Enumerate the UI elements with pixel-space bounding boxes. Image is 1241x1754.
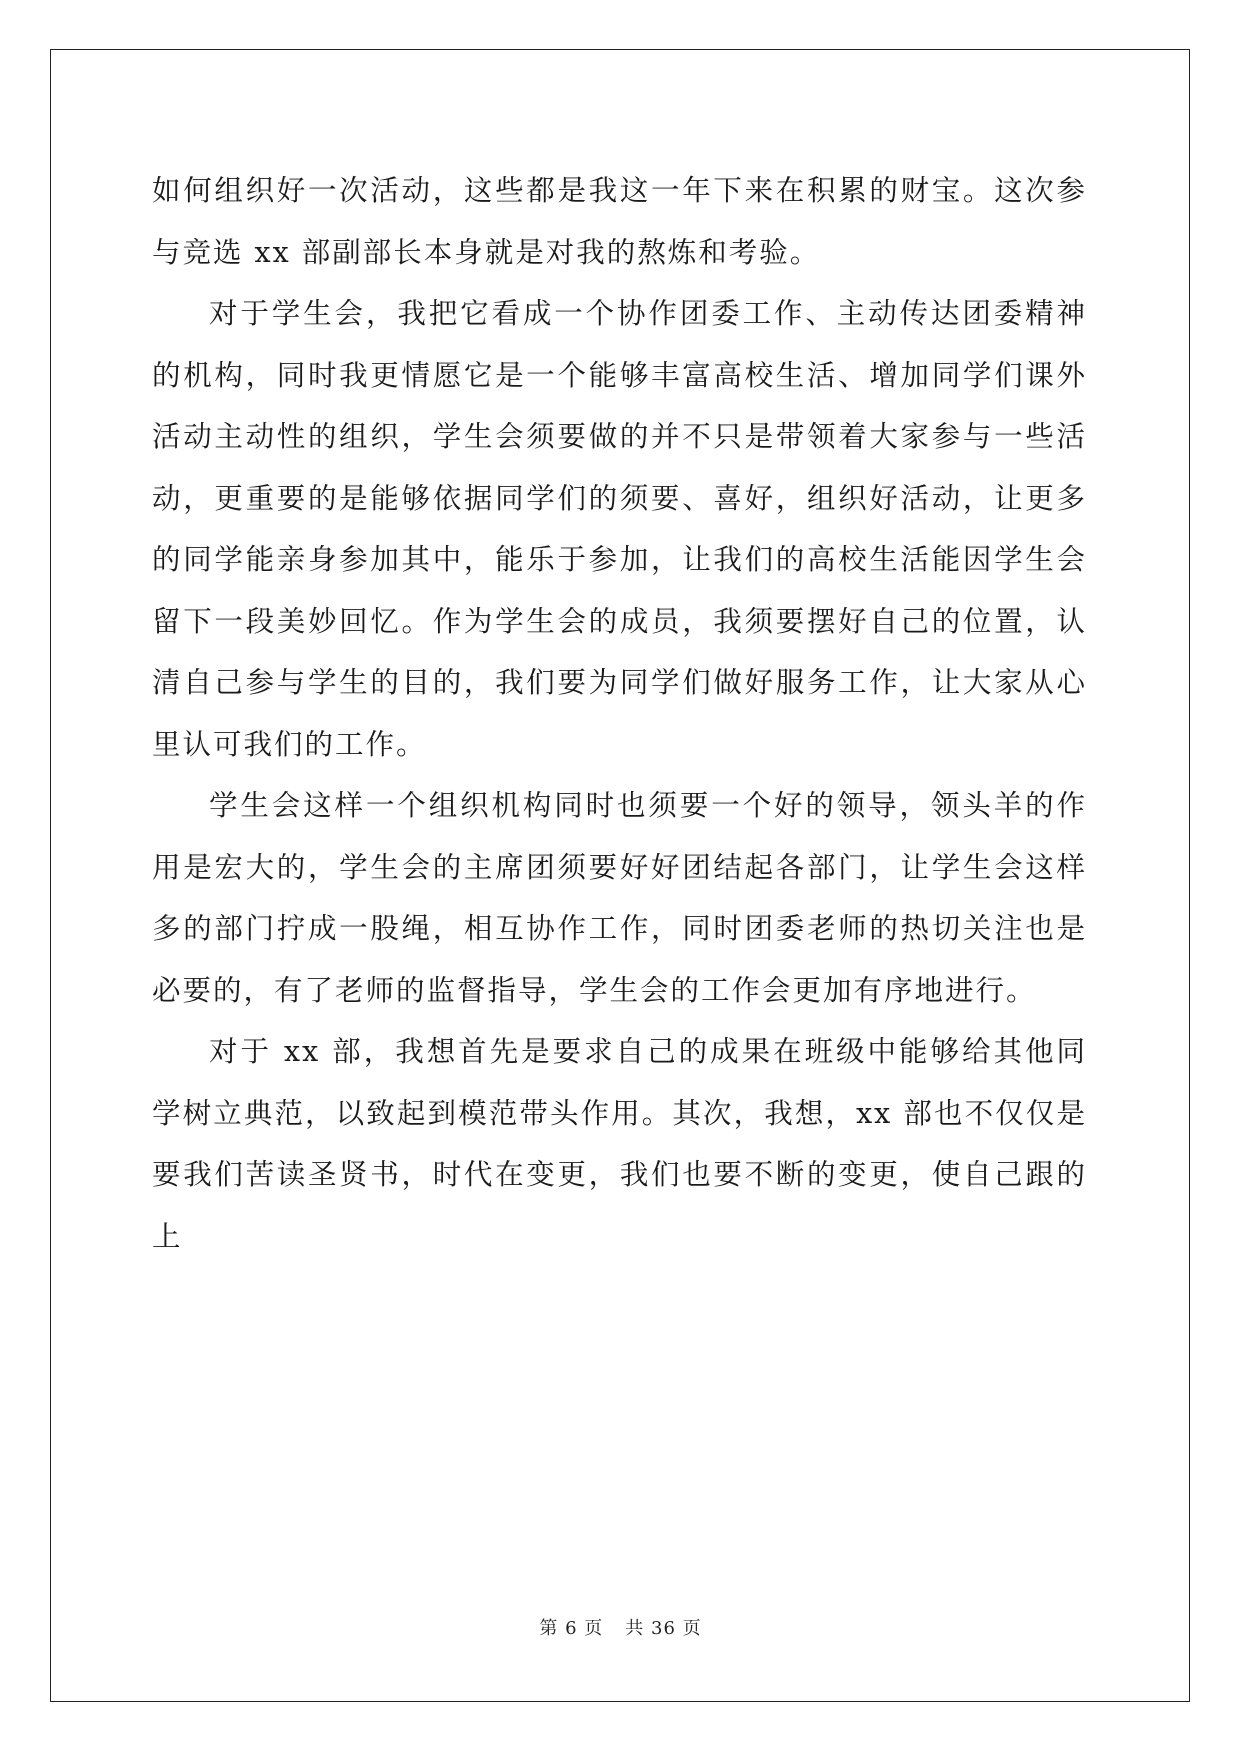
paragraph-4: 对于 xx 部，我想首先是要求自己的成果在班级中能够给其他同学树立典范，以致起到模范带头作用。其次，我想，xx 部也不仅仅是要我们苦读圣贤书，时代在变更，我们也要不断的变更，使自己跟的上 xyxy=(152,1035,1087,1253)
paragraph-1: 如何组织好一次活动，这些都是我这一年下来在积累的财宝。这次参与竞选 xx 部副部长本身就是对我的熬炼和考验。 xyxy=(152,174,1087,269)
page-footer xyxy=(0,1614,1241,1640)
paragraph-2: 对于学生会，我把它看成一个协作团委工作、主动传达团委精神的机构，同时我更情愿它是一个能够丰富高校生活、增加同学们课外活动主动性的组织，学生会须要做的并不只是带领着大家参与一些活动，更重要的是能够依据同学们的须要、喜好，组织好活动，让更多的同学能亲身参加其中，能乐于参加，让我们的高校生活能因学生会留下一段美妙回忆。作为学生会的成员，我须要摆好自己的位置，认清自己参与学生的目的，我们要为同学们做好服务工作，让大家从心里认可我们的工作。 xyxy=(152,297,1087,761)
document-body xyxy=(152,160,1087,1267)
page-number: 第 6 页 xyxy=(539,1618,604,1639)
page-total: 共 36 页 xyxy=(625,1618,702,1639)
paragraph-3: 学生会这样一个组织机构同时也须要一个好的领导，领头羊的作用是宏大的，学生会的主席团须要好好团结起各部门，让学生会这样多的部门拧成一股绳，相互协作工作，同时团委老师的热切关注也是必要的，有了老师的监督指导，学生会的工作会更加有序地进行。 xyxy=(152,789,1087,1007)
